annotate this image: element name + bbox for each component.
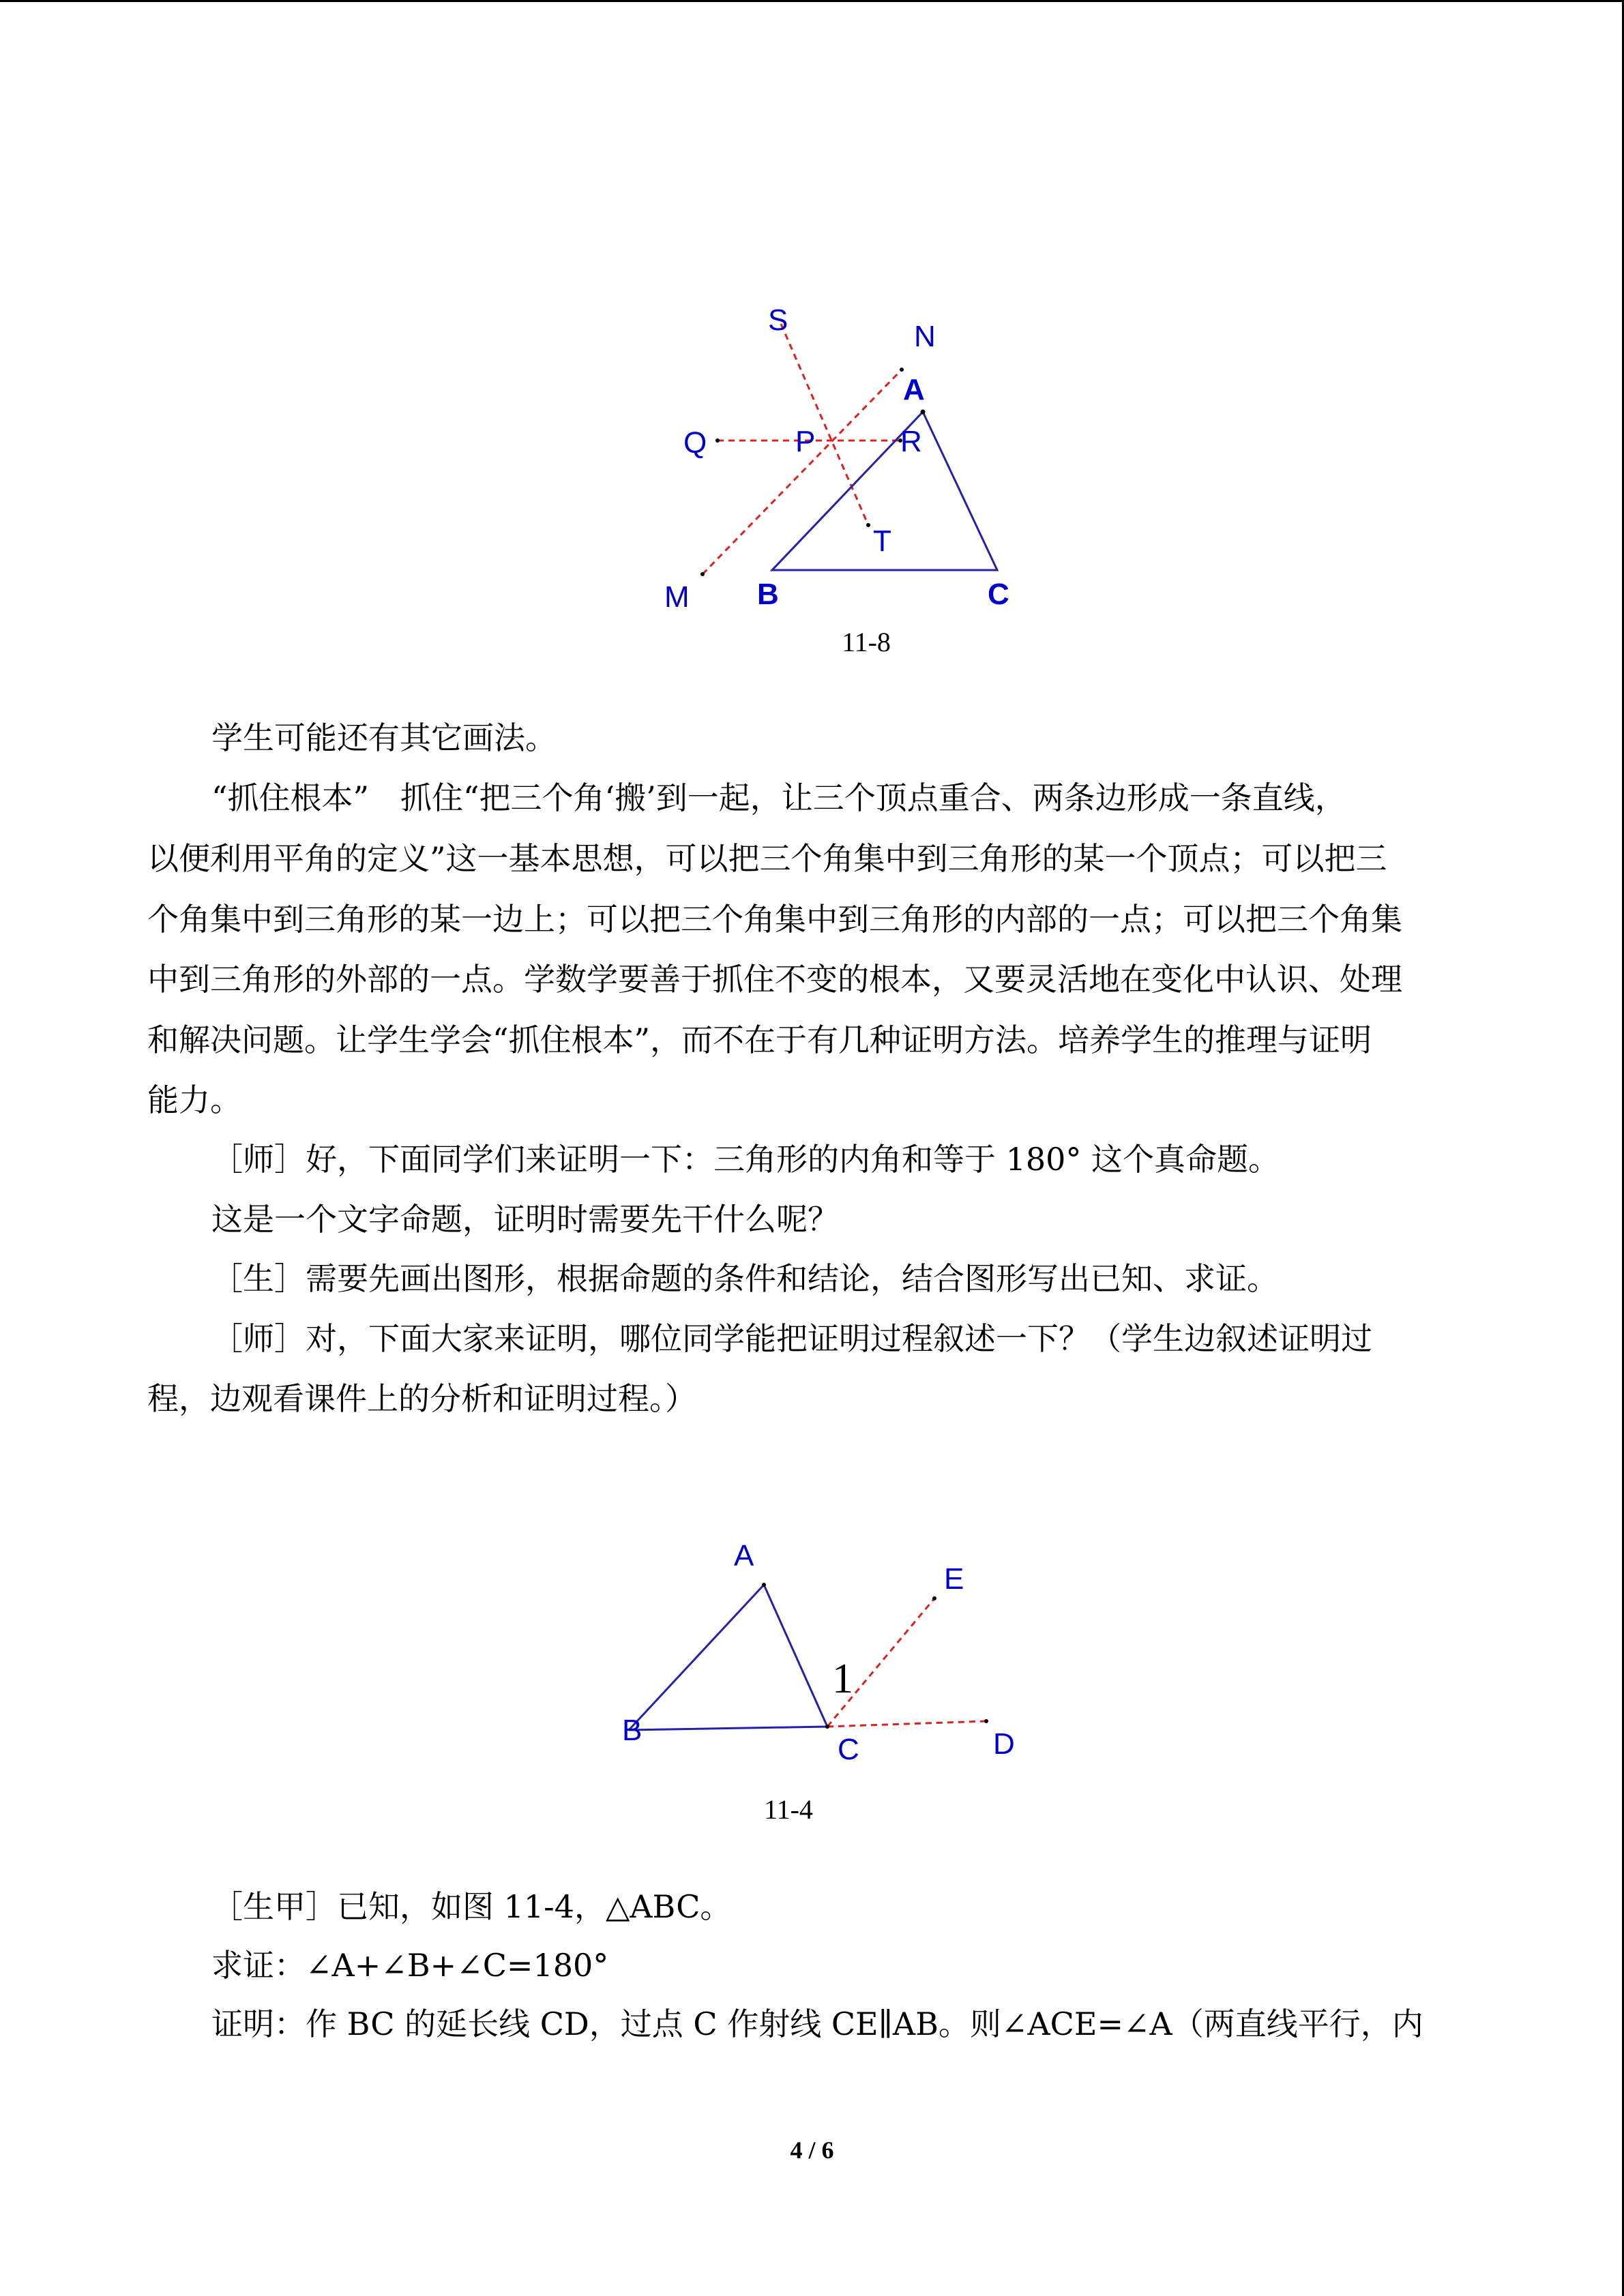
label-e: E	[944, 1562, 964, 1596]
label-c: C	[988, 578, 1009, 611]
paragraph-grasp-root-line2: 以便利用平角的定义”这一基本思想，可以把三个角集中到三角形的某一个顶点；可以把三	[147, 840, 1387, 877]
paragraph-grasp-root-line5: 和解决问题。让学生学会“抓住根本”，而不在于有几种证明方法。培养学生的推理与证明	[147, 1022, 1372, 1058]
angle-1-label: 1	[832, 1656, 853, 1702]
point-e	[932, 1596, 936, 1600]
paragraph-student-answer: ［生］需要先画出图形，根据命题的条件和结论，结合图形写出已知、求证。	[211, 1260, 1278, 1297]
label-d: D	[993, 1727, 1015, 1761]
triangle-abc-fig2	[629, 1585, 827, 1730]
label-p: P	[795, 425, 816, 458]
line-s-t	[781, 324, 868, 525]
label-n: N	[914, 320, 936, 353]
label-a: A	[903, 373, 925, 406]
paragraph-teacher-ask-line1: ［师］对，下面大家来证明，哪位同学能把证明过程叙述一下？（学生边叙述证明过	[211, 1320, 1372, 1357]
proof-given: ［生甲］已知，如图 11-4，△ABC。	[211, 1888, 732, 1925]
point-d	[984, 1719, 988, 1723]
page-border-top	[0, 0, 1624, 2]
figure-11-8	[641, 300, 1037, 627]
point-n	[900, 368, 904, 372]
proof-body: 证明：作 BC 的延长线 CD，过点 C 作射线 CE∥AB。则∠ACE=∠A（两直线平行，内	[211, 2006, 1423, 2042]
label-a-fig2: A	[734, 1539, 754, 1572]
paragraph-grasp-root-line3: 个角集中到三角形的某一边上；可以把三个角集中到三角形的内部的一点；可以把三个角集	[147, 901, 1402, 938]
label-c-fig2: C	[838, 1733, 859, 1766]
paragraph-grasp-root-line6: 能力。	[147, 1082, 241, 1118]
point-a-fig2	[762, 1583, 766, 1587]
label-s: S	[768, 303, 788, 337]
proof-to-prove: 求证：∠A+∠B+∠C=180°	[211, 1947, 609, 1984]
page-number: 4 / 6	[790, 2136, 834, 2164]
label-b-fig2: B	[622, 1714, 643, 1747]
line-m-n	[703, 370, 902, 574]
figure-11-8-caption: 11-8	[842, 627, 891, 657]
point-c-fig2	[825, 1725, 829, 1729]
paragraph-teacher-ask-line2: 程，边观看课件上的分析和证明过程。）	[147, 1380, 696, 1417]
paragraph-grasp-root-line1: “抓住根本” 抓住“把三个角‘搬’到一起，让三个顶点重合、两条边形成一条直线，	[211, 779, 1346, 816]
figure-11-4-caption: 11-4	[764, 1794, 813, 1825]
point-a	[921, 410, 926, 415]
paragraph-question: 这是一个文字命题，证明时需要先干什么呢？	[211, 1201, 839, 1238]
label-m: M	[664, 580, 690, 614]
extension-cd	[827, 1721, 986, 1727]
paragraph-grasp-root-line4: 中到三角形的外部的一点。学数学要善于抓住不变的根本，又要灵活地在变化中认识、处理	[147, 961, 1402, 998]
paragraph-other-methods: 学生可能还有其它画法。	[211, 719, 557, 756]
point-m	[700, 572, 705, 576]
point-q	[715, 438, 720, 443]
label-r: R	[900, 425, 922, 458]
label-b: B	[757, 578, 779, 611]
point-t	[866, 523, 870, 527]
paragraph-teacher-prompt: ［师］好，下面同学们来证明一下：三角形的内角和等于 180° 这个真命题。	[211, 1141, 1280, 1178]
figure-11-4	[607, 1527, 1044, 1780]
label-t: T	[873, 524, 891, 558]
label-q: Q	[683, 426, 707, 460]
